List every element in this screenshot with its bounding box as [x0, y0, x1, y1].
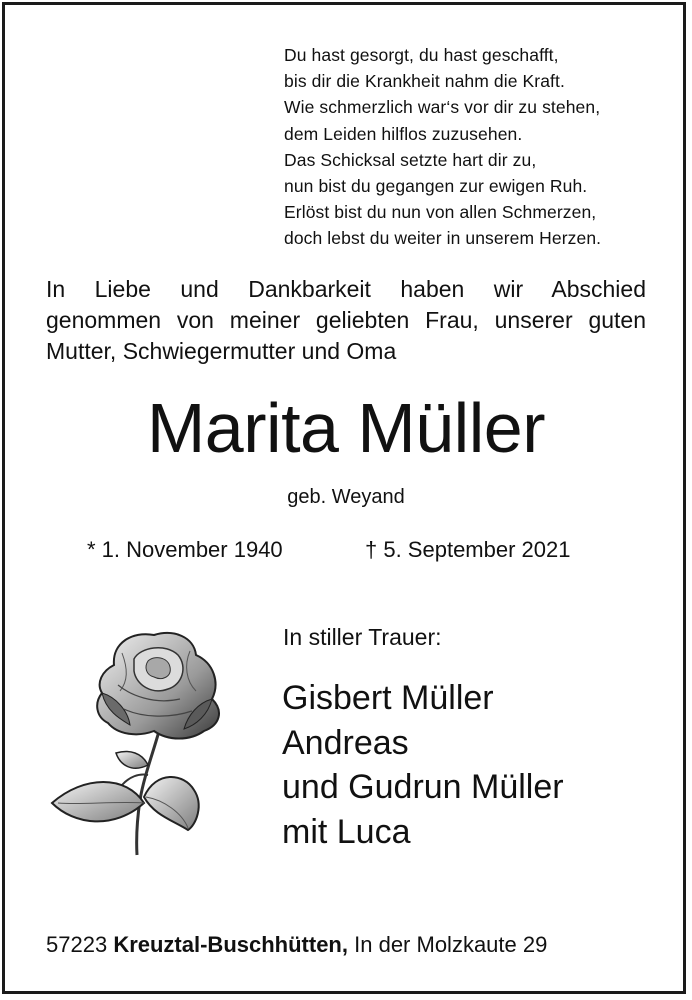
poem-line: nun bist du gegangen zur ewigen Ruh.	[284, 176, 588, 197]
death-date: † 5. September 2021	[365, 537, 571, 562]
postal-code: 57223	[46, 932, 108, 957]
poem-line: Du hast gesorgt, du hast geschafft,	[284, 45, 559, 65]
mourner-name: und Gudrun Müller	[282, 768, 564, 806]
poem-line: bis dir die Krankheit nahm die Kraft.	[284, 71, 565, 92]
birth-date: * 1. November 1940	[87, 537, 283, 562]
mourning-heading: In stiller Trauer:	[283, 624, 442, 650]
farewell-text	[46, 274, 646, 367]
town: Kreuztal-Buschhütten,	[113, 932, 348, 957]
mourners-list	[282, 676, 564, 854]
maiden-name: geb. Weyand	[287, 486, 405, 508]
poem-line: Das Schicksal setzte hart dir zu,	[284, 149, 537, 170]
farewell-line: genommen von meiner geliebten Frau, unserer guten	[46, 307, 646, 333]
rose-icon	[44, 625, 244, 860]
poem	[284, 42, 664, 252]
poem-line: dem Leiden hilflos zuzusehen.	[284, 123, 523, 144]
poem-line: Erlöst bist du nun von allen Schmerzen,	[284, 202, 597, 223]
mourner-name: Andreas	[282, 723, 409, 762]
street: In der Molzkaute 29	[354, 932, 548, 957]
deceased-name: Marita Müller	[146, 389, 546, 467]
mourner-name: Gisbert Müller	[282, 679, 494, 717]
address	[46, 930, 547, 960]
farewell-line: Mutter, Schwiegermutter und Oma	[46, 338, 397, 364]
farewell-line: In Liebe und Dankbarkeit haben wir Abschied	[46, 276, 646, 302]
mourner-name: mit Luca	[282, 812, 411, 851]
poem-line: doch lebst du weiter in unserem Herzen.	[284, 228, 602, 249]
poem-line: Wie schmerzlich war‘s vor dir zu stehen,	[284, 97, 601, 118]
